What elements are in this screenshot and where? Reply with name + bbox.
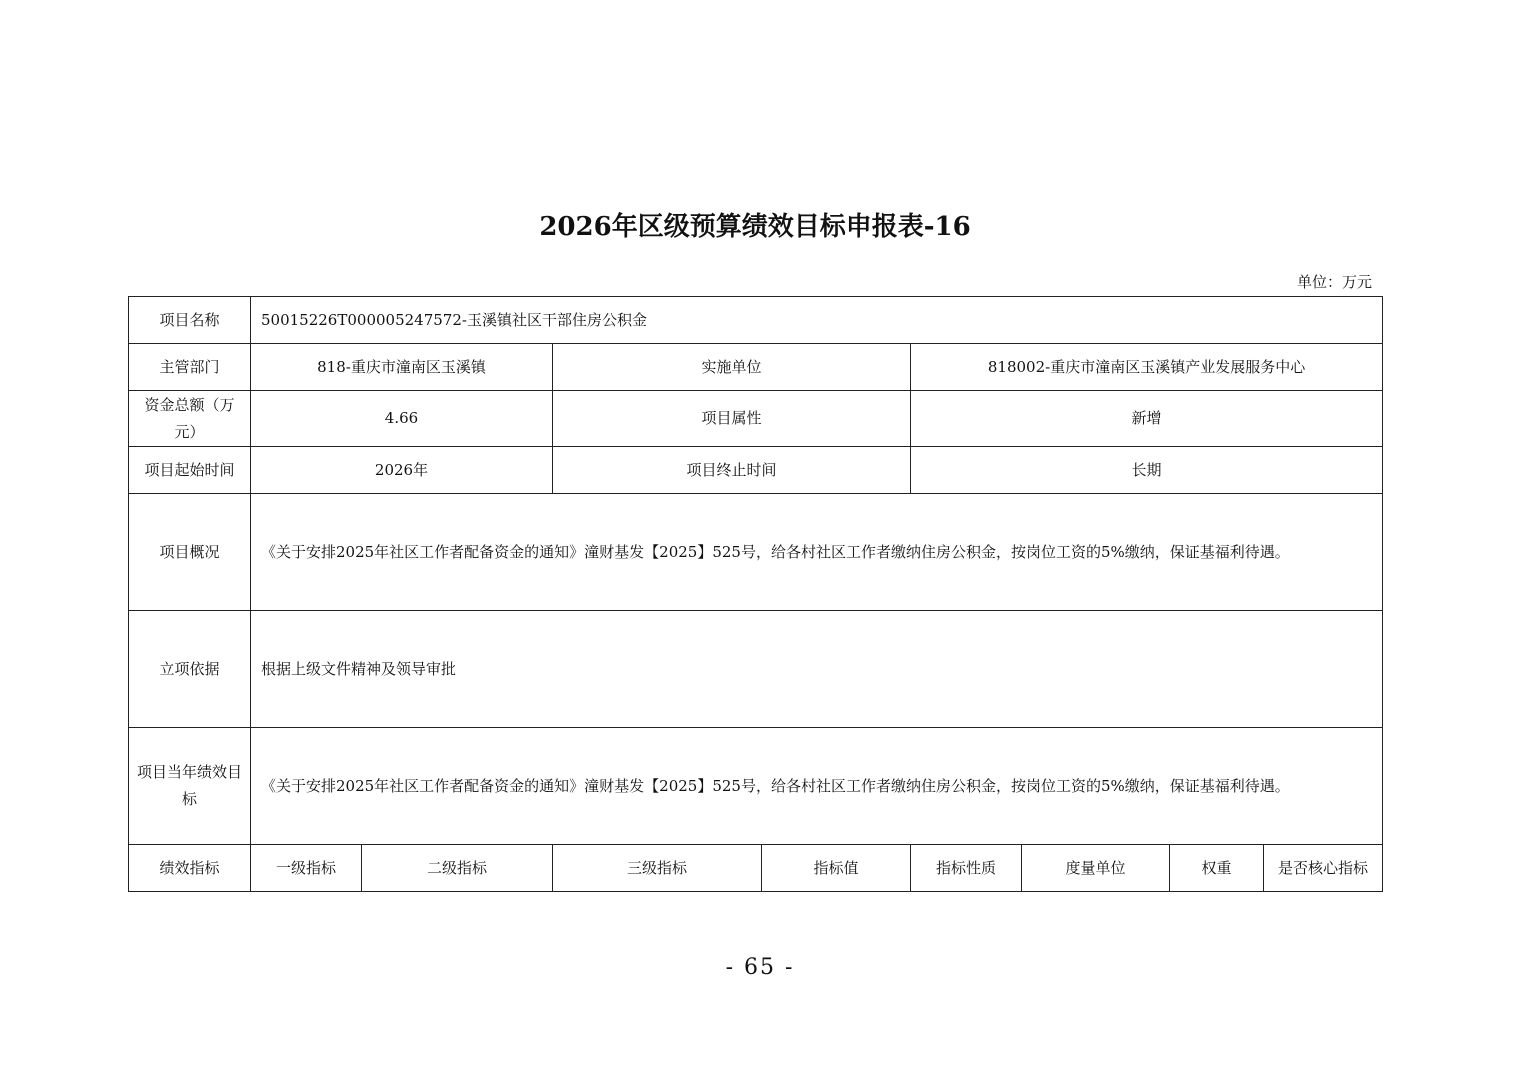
annual-goal-value: 《关于安排2025年社区工作者配备资金的通知》潼财基发【2025】525号，给各村社区工作者缴纳住房公积金，按岗位工资的5%缴纳，保证基福利待遇。 (251, 728, 1383, 845)
header-level2-indicator: 二级指标 (362, 845, 553, 892)
table-row-funds (129, 391, 1383, 447)
total-funds-label: 资金总额（万元） (129, 391, 251, 447)
header-indicator-nature: 指标性质 (911, 845, 1022, 892)
end-time-label: 项目终止时间 (553, 447, 911, 494)
page-title: 2026年区级预算绩效目标申报表-16 (539, 212, 971, 242)
annual-goal-label: 项目当年绩效目标 (129, 728, 251, 845)
unit-label: 单位：万元 (1296, 273, 1372, 291)
project-attribute-label: 项目属性 (553, 391, 911, 447)
header-level1-indicator: 一级指标 (251, 845, 362, 892)
basis-label: 立项依据 (129, 611, 251, 728)
header-indicator-value: 指标值 (762, 845, 911, 892)
department-label: 主管部门 (129, 344, 251, 391)
overview-value: 《关于安排2025年社区工作者配备资金的通知》潼财基发【2025】525号，给各村社区工作者缴纳住房公积金，按岗位工资的5%缴纳，保证基福利待遇。 (251, 494, 1383, 611)
table-row-overview (129, 494, 1383, 611)
project-name-value: 50015226T000005247572-玉溪镇社区干部住房公积金 (251, 297, 1383, 344)
basis-value: 根据上级文件精神及领导审批 (251, 611, 1383, 728)
header-measure-unit: 度量单位 (1022, 845, 1170, 892)
table-row-annual-goal (129, 728, 1383, 845)
header-core-indicator: 是否核心指标 (1264, 845, 1383, 892)
end-time-value: 长期 (911, 447, 1383, 494)
table-row-indicators-header (129, 845, 1383, 892)
overview-label: 项目概况 (129, 494, 251, 611)
table-row-basis (129, 611, 1383, 728)
header-level3-indicator: 三级指标 (553, 845, 762, 892)
indicators-label: 绩效指标 (129, 845, 251, 892)
implementing-unit-label: 实施单位 (553, 344, 911, 391)
start-time-value: 2026年 (251, 447, 553, 494)
page-number: - 65 - (725, 955, 795, 980)
project-attribute-value: 新增 (911, 391, 1383, 447)
implementing-unit-value: 818002-重庆市潼南区玉溪镇产业发展服务中心 (911, 344, 1383, 391)
performance-goal-table (128, 296, 1383, 892)
table-row-department (129, 344, 1383, 391)
table-row-period (129, 447, 1383, 494)
header-weight: 权重 (1170, 845, 1264, 892)
department-value: 818-重庆市潼南区玉溪镇 (251, 344, 553, 391)
total-funds-value: 4.66 (251, 391, 553, 447)
start-time-label: 项目起始时间 (129, 447, 251, 494)
table-row-project-name (129, 297, 1383, 344)
project-name-label: 项目名称 (129, 297, 251, 344)
